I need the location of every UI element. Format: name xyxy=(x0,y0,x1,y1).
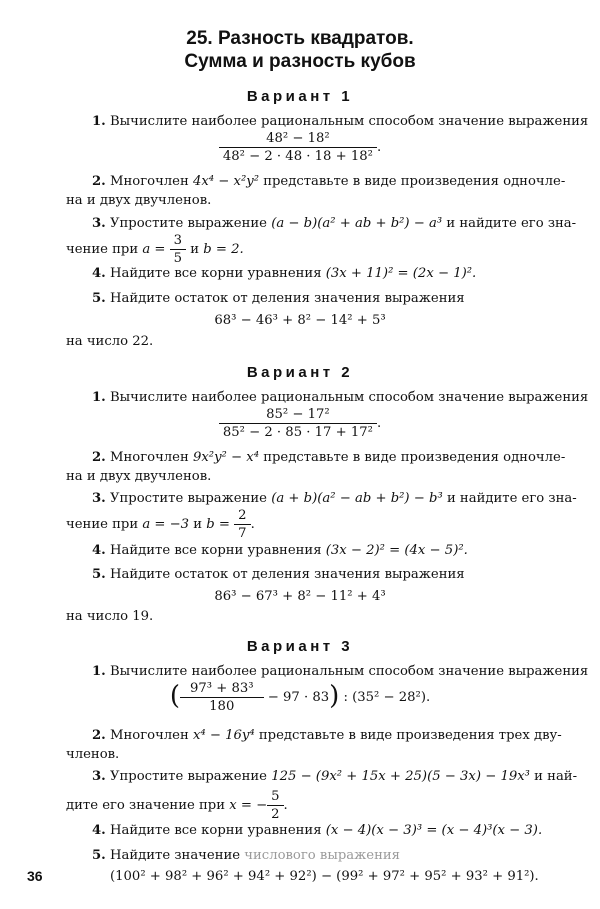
task-number: 2. xyxy=(92,174,106,189)
v1-task5-tail: на число 22. xyxy=(66,334,154,349)
task-number: 4. xyxy=(92,823,106,838)
v2-task3 xyxy=(92,491,577,507)
task-text: Вычислите наиболее рациональным способом значение выражения xyxy=(109,390,589,405)
task-text: Найдите остаток от деления значения выражения xyxy=(109,567,465,582)
task-text: Вычислите наиболее рациональным способом значение выражения xyxy=(109,664,589,679)
task-text: Многочлен xyxy=(109,174,189,189)
task-text: Найдите остаток от деления значения выражения xyxy=(109,291,465,306)
v2-task2 xyxy=(92,450,565,466)
v1-task4 xyxy=(92,266,476,282)
task-text: представьте в виде произведения одночле- xyxy=(263,450,566,465)
task-text: представьте в виде произведения одночле- xyxy=(263,174,566,189)
v2-task5-tail: на число 19. xyxy=(66,609,154,624)
v3-task1-expression xyxy=(0,680,600,715)
v3-task3 xyxy=(92,769,577,785)
variant-2-heading: Вариант 2 xyxy=(246,364,354,381)
v1-task2 xyxy=(92,174,565,190)
v1-task1-fraction xyxy=(0,130,600,165)
variant-1-heading: Вариант 1 xyxy=(246,88,354,105)
v1-task5-expression: 68³ − 46³ + 8² − 14² + 5³ xyxy=(214,313,386,328)
section-title-line1: 25. Разность квадратов. xyxy=(186,28,414,49)
task-text: Упростите выражение xyxy=(109,491,267,506)
numerator: 2 xyxy=(234,507,250,525)
equation: (3x − 2)² = (4x − 5)². xyxy=(325,543,468,558)
denominator: 180 xyxy=(209,699,235,714)
v2-task1-fraction xyxy=(0,406,600,441)
task-number: 1. xyxy=(92,664,106,679)
task-text: дите его значение при xyxy=(66,798,226,813)
conjunction: и xyxy=(190,242,200,257)
numerator: 48² − 18² xyxy=(219,130,377,148)
task-number: 3. xyxy=(92,491,106,506)
period: . xyxy=(376,416,382,431)
v3-task2 xyxy=(92,728,562,744)
task-text: Упростите выражение xyxy=(109,216,267,231)
task-number: 1. xyxy=(92,114,106,129)
page-number: 36 xyxy=(27,868,43,884)
task-number: 5. xyxy=(92,567,106,582)
task-number: 2. xyxy=(92,728,106,743)
divisor-term: : (35² − 28²). xyxy=(343,690,431,705)
v3-task1 xyxy=(92,664,588,680)
task-number: 5. xyxy=(92,291,106,306)
denominator: 7 xyxy=(238,526,247,541)
expression: (a + b)(a² − ab + b²) − b³ xyxy=(271,491,443,506)
task-text: Найдите все корни уравнения xyxy=(109,823,322,838)
task-text: представьте в виде произведения трех дву- xyxy=(258,728,562,743)
task-text: Упростите выражение xyxy=(109,769,267,784)
faded-task-text: числового выражения xyxy=(244,848,400,863)
task-number: 1. xyxy=(92,390,106,405)
task-number: 4. xyxy=(92,266,106,281)
task-number: 2. xyxy=(92,450,106,465)
numerator: 5 xyxy=(267,788,283,806)
left-paren: ( xyxy=(169,680,180,711)
v2-task5-expression: 86³ − 67³ + 8² − 11² + 4³ xyxy=(214,589,386,604)
task-text: чение при xyxy=(66,517,139,532)
condition: x = − xyxy=(229,798,268,813)
polynomial-expression: 4x⁴ − x²y² xyxy=(192,174,259,189)
v3-task5-expression: (100² + 98² + 96² + 94² + 92²) − (99² + 97² + 95² + 93² + 91²). xyxy=(110,869,539,884)
denominator: 48² − 2 · 48 · 18 + 18² xyxy=(222,149,373,164)
equation: (3x + 11)² = (2x − 1)². xyxy=(325,266,477,281)
task-text: Найдите значение xyxy=(109,848,241,863)
v2-task3-cont: чение при a = −3 и b = $\frac{2}{7}$ . xyxy=(66,508,255,541)
polynomial-expression: 9x²y² − x⁴ xyxy=(192,450,259,465)
v1-task1 xyxy=(92,114,588,130)
condition: b = 2. xyxy=(203,242,244,257)
numerator: 3 xyxy=(170,232,186,250)
v1-task3-cont xyxy=(66,232,244,267)
v3-task5 xyxy=(92,848,400,864)
numerator: 85² − 17² xyxy=(219,406,377,424)
denominator: 85² − 2 · 85 · 17 + 17² xyxy=(222,425,373,440)
v2-task1 xyxy=(92,390,588,406)
v3-task3-cont: дите его значение при x = − $\frac{5}{2}$ . xyxy=(66,789,288,822)
task-text: Многочлен xyxy=(109,728,189,743)
task-number: 4. xyxy=(92,543,106,558)
task-text: Найдите все корни уравнения xyxy=(109,543,322,558)
condition: b = xyxy=(206,517,230,532)
task-number: 3. xyxy=(92,769,106,784)
denominator: 5 xyxy=(173,251,183,266)
v2-task4 xyxy=(92,543,468,559)
task-text: Вычислите наиболее рациональным способом значение выражения xyxy=(109,114,589,129)
v3-task2-cont: членов. xyxy=(66,747,120,762)
product-term: − 97 · 83 xyxy=(267,690,330,705)
task-text: и найдите его зна- xyxy=(446,491,577,506)
v1-task3 xyxy=(92,216,576,232)
task-text: и най- xyxy=(534,769,578,784)
v1-task5 xyxy=(92,291,465,307)
task-number: 5. xyxy=(92,848,106,863)
task-text: Найдите все корни уравнения xyxy=(109,266,322,281)
period: . xyxy=(376,140,382,155)
conjunction: и xyxy=(193,517,203,532)
v1-task2-cont: на и двух двучленов. xyxy=(66,193,212,208)
numerator: 97³ + 83³ xyxy=(180,680,264,698)
expression: (a − b)(a² + ab + b²) − a³ xyxy=(271,216,443,231)
right-paren: ) xyxy=(329,680,340,711)
section-title-line2: Сумма и разность кубов xyxy=(184,51,416,72)
condition: a = xyxy=(142,242,166,257)
polynomial-expression: x⁴ − 16y⁴ xyxy=(192,728,255,743)
denominator: 2 xyxy=(271,807,280,822)
variant-3-heading: Вариант 3 xyxy=(246,638,354,655)
equation: (x − 4)(x − 3)³ = (x − 4)³(x − 3). xyxy=(325,823,543,838)
task-text: Многочлен xyxy=(109,450,189,465)
v2-task5 xyxy=(92,567,465,583)
task-number: 3. xyxy=(92,216,106,231)
task-text: чение при xyxy=(66,242,139,257)
v2-task2-cont: на и двух двучленов. xyxy=(66,469,212,484)
expression: 125 − (9x² + 15x + 25)(5 − 3x) − 19x³ xyxy=(271,769,530,784)
v3-task4 xyxy=(92,823,542,839)
condition: a = −3 xyxy=(142,517,190,532)
task-text: и найдите его зна- xyxy=(446,216,577,231)
